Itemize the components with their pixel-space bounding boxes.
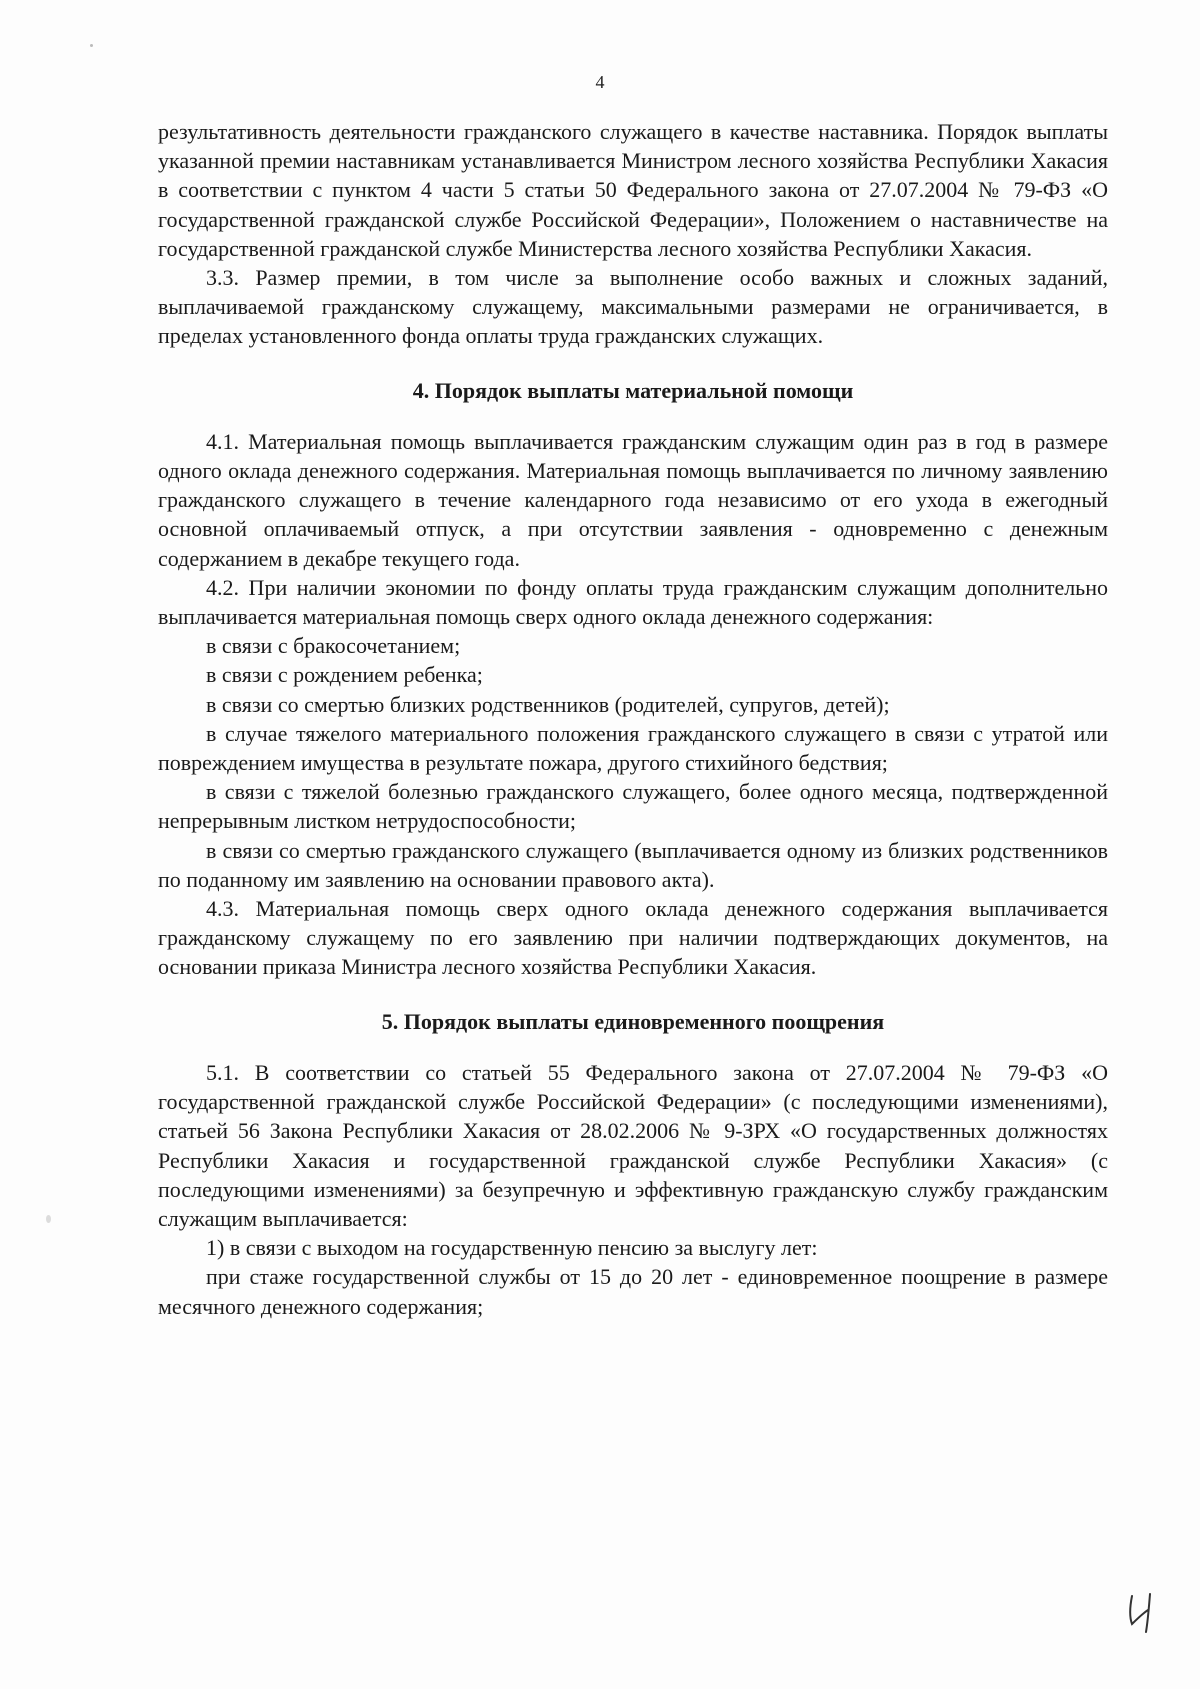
paragraph-4-3: 4.3. Материальная помощь сверх одного оклада денежного содержания выплачивается гражданскому служащему по его заявлению при наличии подтверждающих документов, на основании приказа Министра лесного хозяйства Республики Хакасия. (158, 896, 1108, 980)
list-item-property-loss: в случае тяжелого материального положения гражданского служащего в связи с утратой или повреждением имущества в результате пожара, другого стихийного бедствия; (158, 720, 1108, 776)
scan-speck (46, 1215, 51, 1223)
paragraph-4-2: 4.2. При наличии экономии по фонду оплаты труда гражданским служащим дополнительно выплачивается материальная помощь сверх одного оклада денежного содержания: (158, 574, 1108, 630)
paragraph-5-1: 5.1. В соответствии со статьей 55 Федерального закона от 27.07.2004 № 79-ФЗ «О государственной гражданской службе Российской Федерации» (с последующими изменениями), статьей 56 Закона Республики Хакасия от 28.02.2006 № 9-ЗРХ «О государственных должностях Республики Хакасия и государственной гражданской службе Республики Хакасия» (с последующими изменениями) за безупречную и эффективную гражданскую службу гражданским служащим выплачивается: (158, 1059, 1108, 1231)
page-number: 4 (595, 72, 605, 92)
document-body (158, 117, 1108, 1321)
list-item-employee-death: в связи со смертью гражданского служащего (выплачивается одному из близких родственников по поданному им заявлению на основании правового акта). (158, 837, 1108, 892)
list-item-marriage: в связи с бракосочетанием; (206, 633, 461, 659)
list-item-child-birth: в связи с рождением ребенка; (206, 662, 483, 688)
section-5-heading: 5. Порядок выплаты единовременного поощрения (381, 1008, 885, 1034)
section-4-heading: 4. Порядок выплаты материальной помощи (412, 377, 854, 403)
scan-speck (90, 44, 93, 47)
list-item-relative-death: в связи со смертью близких родственников (родителей, супругов, детей); (206, 691, 890, 717)
paragraph-mentor-premium: результативность деятельности гражданского служащего в качестве наставника. Порядок выплаты указанной премии наставникам устанавливается Министром лесного хозяйства Республики Хакасия в соответствии с пунктом 4 части 5 статьи 50 Федерального закона от 27.07.2004 № 79-ФЗ «О государственной гражданской службе Российской Федерации», Положением о наставничестве на государственной гражданской службе Министерства лесного хозяйства Республики Хакасия. (158, 119, 1108, 261)
paragraph-4-1: 4.1. Материальная помощь выплачивается гражданским служащим один раз в год в размере одного оклада денежного содержания. Материальная помощь выплачивается по личному заявлению гражданского служащего в течение календарного года независимо от его ухода в ежегодный основной оплачиваемый отпуск, а при отсутствии заявления - одновременно с денежным содержанием в декабре текущего года. (158, 428, 1108, 571)
paragraph-3-3: 3.3. Размер премии, в том числе за выполнение особо важных и сложных заданий, выплачиваемой гражданскому служащему, максимальными размерами не ограничивается, в пределах установленного фонда оплаты труда гражданских служащих. (158, 265, 1108, 349)
handwritten-page-mark (1126, 1590, 1166, 1635)
paragraph-5-1-item-1: 1) в связи с выходом на государственную пенсию за выслугу лет: (206, 1235, 818, 1261)
paragraph-5-1-service-15-20: при стаже государственной службы от 15 до 20 лет - единовременное поощрение в размере месячного денежного содержания; (158, 1264, 1108, 1319)
list-item-illness: в связи с тяжелой болезнью гражданского служащего, более одного месяца, подтвержденной непрерывным листком нетрудоспособности; (158, 779, 1108, 834)
